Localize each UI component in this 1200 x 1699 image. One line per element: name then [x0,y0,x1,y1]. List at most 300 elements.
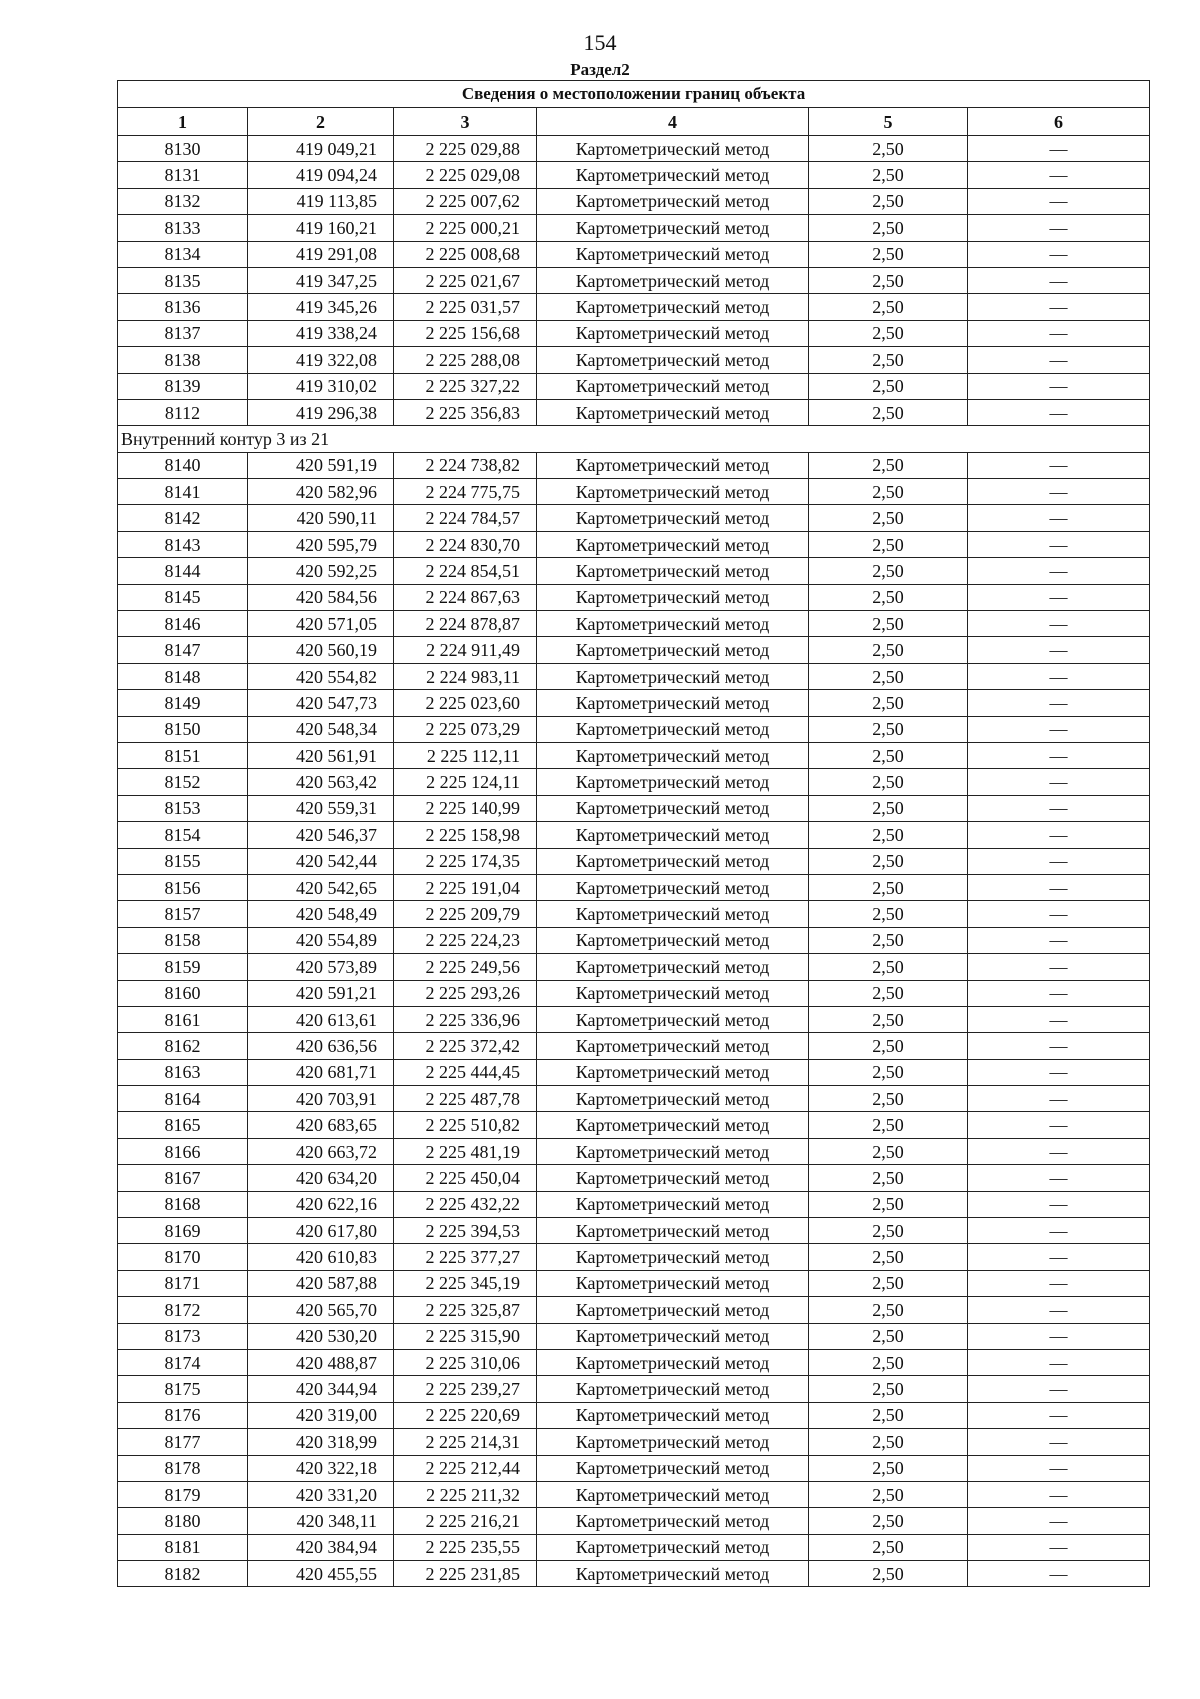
description-dash: — [1049,1379,1068,1400]
point-number-cell: 8137 [118,320,248,346]
y-coordinate-cell: 2 225 239,27 [394,1376,537,1402]
x-coordinate-cell: 420 636,56 [248,1033,394,1059]
table-row [118,558,1150,584]
description-cell [968,373,1150,399]
accuracy-cell: 2,50 [809,215,968,241]
x-coordinate-cell: 420 331,20 [248,1481,394,1507]
description-dash: — [1049,165,1068,186]
y-coordinate-cell: 2 225 325,87 [394,1297,537,1323]
accuracy-cell: 2,50 [809,690,968,716]
table-row [118,241,1150,267]
y-coordinate-cell: 2 225 288,08 [394,347,537,373]
accuracy-cell: 2,50 [809,1297,968,1323]
x-coordinate-cell: 420 560,19 [248,637,394,663]
column-number-5: 5 [809,108,968,136]
x-coordinate-cell: 420 530,20 [248,1323,394,1349]
y-coordinate-cell: 2 225 073,29 [394,716,537,742]
y-coordinate-cell: 2 224 854,51 [394,558,537,584]
description-cell [968,637,1150,663]
y-coordinate-cell: 2 225 315,90 [394,1323,537,1349]
x-coordinate-cell: 419 296,38 [248,399,394,425]
method-cell: Картометрический метод [537,558,809,584]
point-number-cell: 8175 [118,1376,248,1402]
x-coordinate-cell: 420 590,11 [248,505,394,531]
y-coordinate-cell: 2 225 124,11 [394,769,537,795]
method-cell: Картометрический метод [537,1086,809,1112]
x-coordinate-cell: 420 561,91 [248,742,394,768]
point-number-cell: 8179 [118,1481,248,1507]
x-coordinate-cell: 420 559,31 [248,795,394,821]
method-cell: Картометрический метод [537,954,809,980]
description-cell [968,1323,1150,1349]
method-cell: Картометрический метод [537,637,809,663]
description-dash: — [1049,666,1068,687]
point-number-cell: 8155 [118,848,248,874]
method-cell: Картометрический метод [537,848,809,874]
table-row [118,874,1150,900]
method-cell: Картометрический метод [537,1191,809,1217]
x-coordinate-cell: 420 703,91 [248,1086,394,1112]
description-dash: — [1049,1458,1068,1479]
x-coordinate-cell: 419 345,26 [248,294,394,320]
description-cell [968,267,1150,293]
x-coordinate-cell: 420 591,19 [248,452,394,478]
table-row [118,848,1150,874]
table-row [118,927,1150,953]
method-cell: Картометрический метод [537,373,809,399]
y-coordinate-cell: 2 225 000,21 [394,215,537,241]
description-dash: — [1049,1247,1068,1268]
table-row [118,1244,1150,1270]
y-coordinate-cell: 2 225 023,60 [394,690,537,716]
point-number-cell: 8135 [118,267,248,293]
accuracy-cell: 2,50 [809,663,968,689]
table-row [118,1455,1150,1481]
y-coordinate-cell: 2 225 293,26 [394,980,537,1006]
point-number-cell: 8172 [118,1297,248,1323]
accuracy-cell: 2,50 [809,1086,968,1112]
x-coordinate-cell: 420 344,94 [248,1376,394,1402]
description-cell [968,1165,1150,1191]
accuracy-cell: 2,50 [809,1033,968,1059]
method-cell: Картометрический метод [537,241,809,267]
y-coordinate-cell: 2 225 211,32 [394,1481,537,1507]
y-coordinate-cell: 2 225 372,42 [394,1033,537,1059]
accuracy-cell: 2,50 [809,505,968,531]
point-number-cell: 8139 [118,373,248,399]
description-cell [968,136,1150,162]
description-cell [968,320,1150,346]
method-cell: Картометрический метод [537,1059,809,1085]
table-row [118,1508,1150,1534]
description-dash: — [1049,877,1068,898]
description-dash: — [1049,956,1068,977]
table-body [118,136,1150,1587]
accuracy-cell: 2,50 [809,1244,968,1270]
description-dash: — [1049,640,1068,661]
accuracy-cell: 2,50 [809,1165,968,1191]
table-row [118,1218,1150,1244]
method-cell: Картометрический метод [537,1508,809,1534]
x-coordinate-cell: 420 592,25 [248,558,394,584]
x-coordinate-cell: 419 160,21 [248,215,394,241]
accuracy-cell: 2,50 [809,162,968,188]
method-cell: Картометрический метод [537,1481,809,1507]
description-dash: — [1049,1035,1068,1056]
accuracy-cell: 2,50 [809,980,968,1006]
point-number-cell: 8157 [118,901,248,927]
x-coordinate-cell: 420 455,55 [248,1561,394,1587]
point-number-cell: 8148 [118,663,248,689]
point-number-cell: 8164 [118,1086,248,1112]
point-number-cell: 8182 [118,1561,248,1587]
point-number-cell: 8159 [118,954,248,980]
point-number-cell: 8177 [118,1429,248,1455]
description-dash: — [1049,983,1068,1004]
description-dash: — [1049,745,1068,766]
description-cell [968,874,1150,900]
method-cell: Картометрический метод [537,136,809,162]
point-number-cell: 8140 [118,452,248,478]
y-coordinate-cell: 2 224 775,75 [394,479,537,505]
description-dash: — [1049,1405,1068,1426]
y-coordinate-cell: 2 225 220,69 [394,1402,537,1428]
description-dash: — [1049,1299,1068,1320]
table-row [118,1481,1150,1507]
accuracy-cell: 2,50 [809,1218,968,1244]
description-cell [968,1297,1150,1323]
point-number-cell: 8136 [118,294,248,320]
y-coordinate-cell: 2 225 444,45 [394,1059,537,1085]
table-row [118,1059,1150,1085]
description-cell [968,1455,1150,1481]
accuracy-cell: 2,50 [809,1534,968,1560]
point-number-cell: 8166 [118,1138,248,1164]
x-coordinate-cell: 420 613,61 [248,1006,394,1032]
x-coordinate-cell: 420 322,18 [248,1455,394,1481]
description-cell [968,399,1150,425]
x-coordinate-cell: 420 318,99 [248,1429,394,1455]
description-cell [968,1059,1150,1085]
x-coordinate-cell: 420 554,82 [248,663,394,689]
description-cell [968,663,1150,689]
description-dash: — [1049,481,1068,502]
accuracy-cell: 2,50 [809,136,968,162]
column-number-2: 2 [248,108,394,136]
method-cell: Картометрический метод [537,663,809,689]
x-coordinate-cell: 419 291,08 [248,241,394,267]
point-number-cell: 8168 [118,1191,248,1217]
column-number-3: 3 [394,108,537,136]
description-dash: — [1049,191,1068,212]
point-number-cell: 8130 [118,136,248,162]
description-dash: — [1049,1220,1068,1241]
point-number-cell: 8141 [118,479,248,505]
table-row [118,373,1150,399]
table-row [118,769,1150,795]
y-coordinate-cell: 2 225 345,19 [394,1270,537,1296]
description-dash: — [1049,376,1068,397]
y-coordinate-cell: 2 225 029,88 [394,136,537,162]
description-cell [968,611,1150,637]
point-number-cell: 8146 [118,611,248,637]
method-cell: Картометрический метод [537,716,809,742]
accuracy-cell: 2,50 [809,1376,968,1402]
x-coordinate-cell: 420 554,89 [248,927,394,953]
table-row [118,1191,1150,1217]
point-number-cell: 8162 [118,1033,248,1059]
table-caption-row [118,81,1150,108]
accuracy-cell: 2,50 [809,1006,968,1032]
method-cell: Картометрический метод [537,795,809,821]
description-dash: — [1049,244,1068,265]
table-row [118,294,1150,320]
method-cell: Картометрический метод [537,1244,809,1270]
x-coordinate-cell: 420 571,05 [248,611,394,637]
y-coordinate-cell: 2 225 235,55 [394,1534,537,1560]
description-cell [968,347,1150,373]
accuracy-cell: 2,50 [809,294,968,320]
method-cell: Картометрический метод [537,927,809,953]
description-dash: — [1049,1115,1068,1136]
x-coordinate-cell: 420 542,44 [248,848,394,874]
point-number-cell: 8167 [118,1165,248,1191]
method-cell: Картометрический метод [537,1429,809,1455]
x-coordinate-cell: 420 348,11 [248,1508,394,1534]
method-cell: Картометрический метод [537,162,809,188]
y-coordinate-cell: 2 224 738,82 [394,452,537,478]
accuracy-cell: 2,50 [809,1059,968,1085]
description-cell [968,690,1150,716]
y-coordinate-cell: 2 225 510,82 [394,1112,537,1138]
x-coordinate-cell: 420 622,16 [248,1191,394,1217]
accuracy-cell: 2,50 [809,241,968,267]
table-row [118,742,1150,768]
table-row [118,901,1150,927]
point-number-cell: 8145 [118,584,248,610]
point-number-cell: 8138 [118,347,248,373]
x-coordinate-cell: 420 319,00 [248,1402,394,1428]
accuracy-cell: 2,50 [809,479,968,505]
method-cell: Картометрический метод [537,505,809,531]
x-coordinate-cell: 420 548,34 [248,716,394,742]
accuracy-cell: 2,50 [809,558,968,584]
point-number-cell: 8154 [118,822,248,848]
description-cell [968,1218,1150,1244]
table-row [118,584,1150,610]
method-cell: Картометрический метод [537,1218,809,1244]
table-row [118,1349,1150,1375]
description-cell [968,584,1150,610]
description-cell [968,558,1150,584]
y-coordinate-cell: 2 225 158,98 [394,822,537,848]
description-dash: — [1049,138,1068,159]
description-cell [968,188,1150,214]
description-cell [968,1244,1150,1270]
y-coordinate-cell: 2 225 377,27 [394,1244,537,1270]
method-cell: Картометрический метод [537,215,809,241]
x-coordinate-cell: 420 587,88 [248,1270,394,1296]
description-dash: — [1049,1062,1068,1083]
accuracy-cell: 2,50 [809,1561,968,1587]
accuracy-cell: 2,50 [809,399,968,425]
accuracy-cell: 2,50 [809,769,968,795]
y-coordinate-cell: 2 225 432,22 [394,1191,537,1217]
table-row [118,1402,1150,1428]
description-cell [968,848,1150,874]
point-number-cell: 8131 [118,162,248,188]
description-dash: — [1049,692,1068,713]
y-coordinate-cell: 2 225 310,06 [394,1349,537,1375]
table-row [118,1033,1150,1059]
method-cell: Картометрический метод [537,347,809,373]
table-row [118,716,1150,742]
description-cell [968,1402,1150,1428]
y-coordinate-cell: 2 225 031,57 [394,294,537,320]
y-coordinate-cell: 2 224 878,87 [394,611,537,637]
x-coordinate-cell: 419 113,85 [248,188,394,214]
description-dash: — [1049,824,1068,845]
point-number-cell: 8153 [118,795,248,821]
y-coordinate-cell: 2 225 021,67 [394,267,537,293]
description-cell [968,1561,1150,1587]
description-dash: — [1049,1141,1068,1162]
table-row [118,505,1150,531]
x-coordinate-cell: 420 634,20 [248,1165,394,1191]
y-coordinate-cell: 2 225 356,83 [394,399,537,425]
description-dash: — [1049,1273,1068,1294]
table-row [118,399,1150,425]
method-cell: Картометрический метод [537,452,809,478]
accuracy-cell: 2,50 [809,795,968,821]
description-dash: — [1049,1431,1068,1452]
y-coordinate-cell: 2 225 487,78 [394,1086,537,1112]
point-number-cell: 8180 [118,1508,248,1534]
method-cell: Картометрический метод [537,822,809,848]
description-dash: — [1049,1009,1068,1030]
y-coordinate-cell: 2 225 008,68 [394,241,537,267]
description-cell [968,769,1150,795]
y-coordinate-cell: 2 225 007,62 [394,188,537,214]
description-cell [968,241,1150,267]
table-row [118,1086,1150,1112]
boundary-coordinates-table [117,80,1150,1587]
point-number-cell: 8174 [118,1349,248,1375]
accuracy-cell: 2,50 [809,901,968,927]
y-coordinate-cell: 2 224 983,11 [394,663,537,689]
method-cell: Картометрический метод [537,1534,809,1560]
x-coordinate-cell: 420 384,94 [248,1534,394,1560]
y-coordinate-cell: 2 225 214,31 [394,1429,537,1455]
point-number-cell: 8149 [118,690,248,716]
method-cell: Картометрический метод [537,267,809,293]
accuracy-cell: 2,50 [809,267,968,293]
method-cell: Картометрический метод [537,980,809,1006]
method-cell: Картометрический метод [537,901,809,927]
description-dash: — [1049,613,1068,634]
column-number-row [118,108,1150,136]
point-number-cell: 8163 [118,1059,248,1085]
description-cell [968,531,1150,557]
description-dash: — [1049,508,1068,529]
x-coordinate-cell: 419 347,25 [248,267,394,293]
column-number-1: 1 [118,108,248,136]
description-cell [968,1138,1150,1164]
table-row [118,1006,1150,1032]
table-row [118,1297,1150,1323]
description-cell [968,1534,1150,1560]
point-number-cell: 8181 [118,1534,248,1560]
table-caption: Сведения о местоположении границ объекта [118,81,1150,108]
table-row [118,347,1150,373]
description-dash: — [1049,1537,1068,1558]
table-row [118,822,1150,848]
x-coordinate-cell: 419 049,21 [248,136,394,162]
method-cell: Картометрический метод [537,320,809,346]
y-coordinate-cell: 2 225 212,44 [394,1455,537,1481]
table-row [118,637,1150,663]
method-cell: Картометрический метод [537,1006,809,1032]
method-cell: Картометрический метод [537,531,809,557]
method-cell: Картометрический метод [537,1455,809,1481]
table-row [118,1376,1150,1402]
point-number-cell: 8161 [118,1006,248,1032]
table-row [118,690,1150,716]
description-dash: — [1049,1326,1068,1347]
x-coordinate-cell: 420 582,96 [248,479,394,505]
x-coordinate-cell: 420 565,70 [248,1297,394,1323]
x-coordinate-cell: 420 663,72 [248,1138,394,1164]
description-dash: — [1049,904,1068,925]
description-cell [968,795,1150,821]
accuracy-cell: 2,50 [809,452,968,478]
x-coordinate-cell: 420 584,56 [248,584,394,610]
y-coordinate-cell: 2 224 784,57 [394,505,537,531]
y-coordinate-cell: 2 225 394,53 [394,1218,537,1244]
y-coordinate-cell: 2 225 327,22 [394,373,537,399]
description-dash: — [1049,402,1068,423]
accuracy-cell: 2,50 [809,373,968,399]
x-coordinate-cell: 420 548,49 [248,901,394,927]
point-number-cell: 8160 [118,980,248,1006]
description-cell [968,479,1150,505]
table-row [118,1323,1150,1349]
description-dash: — [1049,1563,1068,1584]
point-number-cell: 8132 [118,188,248,214]
accuracy-cell: 2,50 [809,716,968,742]
method-cell: Картометрический метод [537,1112,809,1138]
description-cell [968,1376,1150,1402]
table-row [118,1138,1150,1164]
x-coordinate-cell: 420 542,65 [248,874,394,900]
y-coordinate-cell: 2 225 140,99 [394,795,537,821]
method-cell: Картометрический метод [537,769,809,795]
table-row [118,1429,1150,1455]
y-coordinate-cell: 2 225 112,11 [394,742,537,768]
x-coordinate-cell: 420 617,80 [248,1218,394,1244]
description-cell [968,822,1150,848]
accuracy-cell: 2,50 [809,874,968,900]
x-coordinate-cell: 420 681,71 [248,1059,394,1085]
description-cell [968,162,1150,188]
point-number-cell: 8112 [118,399,248,425]
accuracy-cell: 2,50 [809,1455,968,1481]
description-cell [968,742,1150,768]
y-coordinate-cell: 2 224 911,49 [394,637,537,663]
y-coordinate-cell: 2 225 231,85 [394,1561,537,1587]
accuracy-cell: 2,50 [809,1323,968,1349]
x-coordinate-cell: 420 595,79 [248,531,394,557]
